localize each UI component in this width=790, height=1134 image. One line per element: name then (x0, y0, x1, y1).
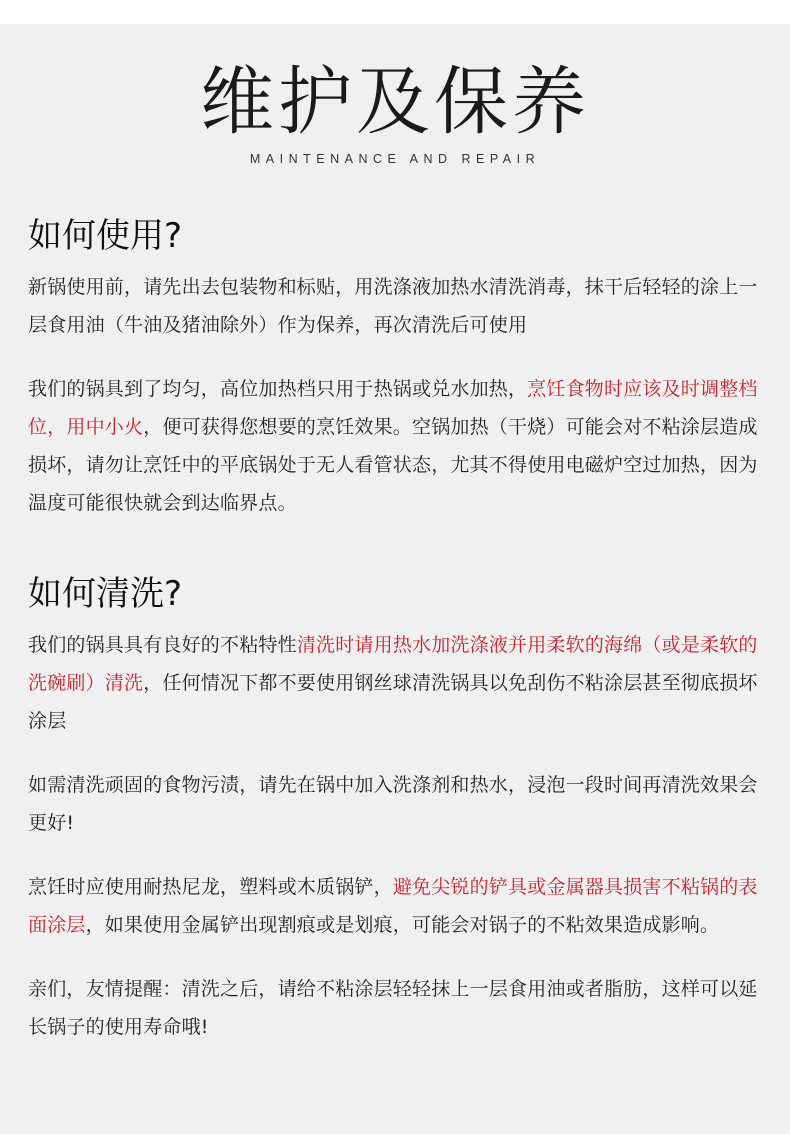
usage-paragraph-2 (28, 370, 766, 522)
cleaning-heading: 如何清洗? (28, 574, 183, 614)
cleaning-paragraph-4: 亲们，友情提醒：清洗之后，请给不粘涂层轻轻抹上一层食用油或者脂肪，这样可以延长锅子的使用寿命哦! (28, 978, 758, 1038)
cleaning-p1-highlight: 清洗时请用热水加洗涤液并用柔软的海绵（或是柔软的洗碗刷）清洗 (28, 634, 758, 694)
cleaning-p1-text-b: ，任何情况下都不要使用钢丝球清洗锅具以免刮伤不粘涂层甚至彻底损坏涂层 (28, 672, 758, 732)
cleaning-p1-text-a: 我们的锅具具有良好的不粘特性 (28, 634, 297, 656)
content (0, 216, 790, 1046)
usage-section (28, 216, 766, 522)
cleaning-p3-highlight: 避免尖锐的铲具或金属器具损害不粘锅的表面涂层 (28, 876, 758, 936)
usage-p2-text-a: 我们的锅具到了均匀，高位加热档只用于热锅或兑水加热， (28, 378, 528, 400)
cleaning-section (28, 574, 766, 1046)
usage-heading: 如何使用? (28, 216, 183, 256)
cleaning-p3-text-a: 烹饪时应使用耐热尼龙，塑料或木质锅铲， (28, 876, 393, 898)
cleaning-paragraph-2: 如需清洗顽固的食物污渍，请先在锅中加入洗涤剂和热水，浸泡一段时间再清洗效果会更好! (28, 774, 758, 834)
usage-p2-highlight: 烹饪食物时应该及时调整档位，用中小火 (28, 378, 758, 438)
cleaning-paragraph-1 (28, 626, 766, 740)
usage-paragraph-1: 新锅使用前，请先出去包装物和标贴，用洗涤液加热水清洗消毒，抹干后轻轻的涂上一层食用油（牛油及猪油除外）作为保养，再次清洗后可使用 (28, 276, 758, 336)
top-bar (0, 0, 790, 24)
usage-p2-text-b: ，便可获得您想要的烹饪效果。空锅加热（干烧）可能会对不粘涂层造成损坏，请勿让烹饪中的平底锅处于无人看管状态，尤其不得使用电磁炉空过加热，因为温度可能很快就会到达临界点。 (28, 416, 758, 514)
cleaning-p3-text-b: ，如果使用金属铲出现割痕或是划痕，可能会对锅子的不粘效果造成影响。 (85, 914, 720, 936)
page-subtitle: MAINTENANCE AND REPAIR (249, 152, 541, 166)
cleaning-paragraph-3 (28, 868, 766, 944)
page-title: 维护及保养 (200, 59, 590, 145)
